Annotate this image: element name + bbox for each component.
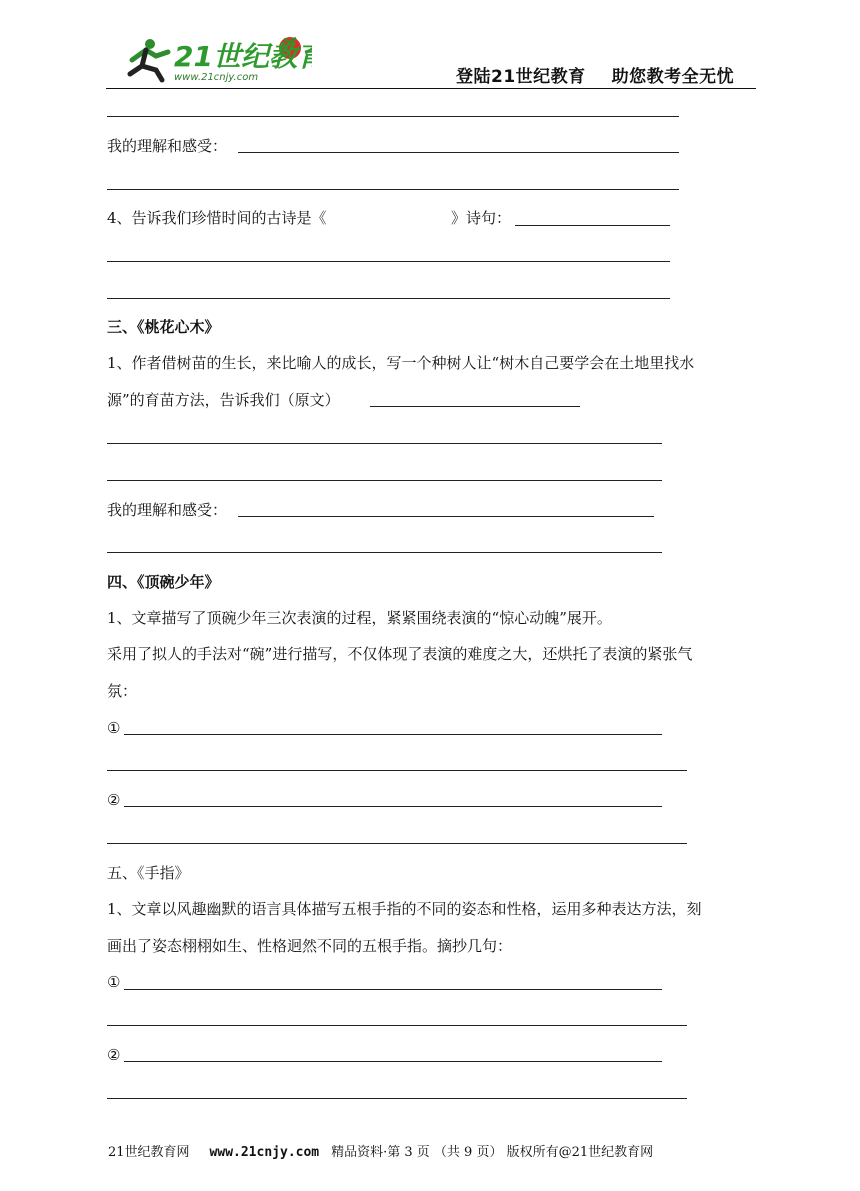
page-footer <box>108 1141 653 1160</box>
answer-line[interactable] <box>124 1061 662 1062</box>
understanding-label: 我的理解和感受： <box>107 501 228 519</box>
question-text: 1、文章描写了顶碗少年三次表演的过程，紧紧围绕表演的“惊心动魄”展开。 <box>107 609 612 627</box>
section-5-title: 五、《手指》 <box>107 864 190 882</box>
question-text: 1、作者借树苗的生长，来比喻人的成长，写一个种树人让“树木自己要学会在土地里找水 <box>107 354 695 372</box>
answer-line[interactable] <box>107 770 687 771</box>
answer-line[interactable] <box>370 406 580 407</box>
question-4-prefix: 4、告诉我们珍惜时间的古诗是《 <box>107 209 327 227</box>
question-text: 画出了姿态栩栩如生、性格迥然不同的五根手指。摘抄几句： <box>107 937 513 955</box>
answer-line[interactable] <box>107 1025 687 1026</box>
item-marker: ② <box>107 791 121 809</box>
question-text: 采用了拟人的手法对“碗”进行描写，不仅体现了表演的难度之大，还烘托了表演的紧张气 <box>107 645 693 663</box>
understanding-label: 我的理解和感受： <box>107 137 228 155</box>
answer-line[interactable] <box>238 152 679 153</box>
question-text: 1、文章以风趣幽默的语言具体描写五根手指的不同的姿态和性格，运用多种表达方法，刻 <box>107 900 702 918</box>
answer-line[interactable] <box>107 298 670 299</box>
answer-line[interactable] <box>107 480 662 481</box>
header-slogan <box>456 62 734 87</box>
answer-line[interactable] <box>515 225 670 226</box>
question-4-suffix: 》诗句： <box>451 209 512 227</box>
question-text: 源”的育苗方法，告诉我们（原文） <box>107 391 340 409</box>
answer-line[interactable] <box>107 261 670 262</box>
answer-line[interactable] <box>107 189 679 190</box>
slogan-right: 助您教考全无忧 <box>611 67 735 87</box>
answer-line[interactable] <box>107 843 687 844</box>
site-logo <box>112 30 312 85</box>
footer-page-info: 精品资料·第 3 页 （共 9 页） 版权所有@21世纪教育网 <box>331 1145 654 1160</box>
answer-line[interactable] <box>107 443 662 444</box>
item-marker: ① <box>107 973 121 991</box>
answer-line[interactable] <box>124 734 662 735</box>
answer-line[interactable] <box>124 806 662 807</box>
slogan-left: 登陆21世纪教育 <box>456 67 586 87</box>
question-text: 氛： <box>107 682 138 700</box>
answer-line[interactable] <box>238 516 654 517</box>
item-marker: ② <box>107 1046 121 1064</box>
answer-line[interactable] <box>107 116 679 117</box>
header-divider <box>106 88 756 89</box>
section-4-title: 四、《顶碗少年》 <box>107 573 220 591</box>
answer-line[interactable] <box>107 552 662 553</box>
svg-text:www.21cnjy.com: www.21cnjy.com <box>174 72 259 83</box>
footer-url[interactable]: www.21cnjy.com <box>209 1145 320 1160</box>
footer-site: 21世纪教育网 <box>108 1145 190 1160</box>
answer-line[interactable] <box>107 1098 687 1099</box>
answer-line[interactable] <box>124 989 662 990</box>
svg-text:21世纪教育: 21世纪教育 <box>174 40 312 73</box>
item-marker: ① <box>107 719 121 737</box>
section-3-title: 三、《桃花心木》 <box>107 318 220 336</box>
